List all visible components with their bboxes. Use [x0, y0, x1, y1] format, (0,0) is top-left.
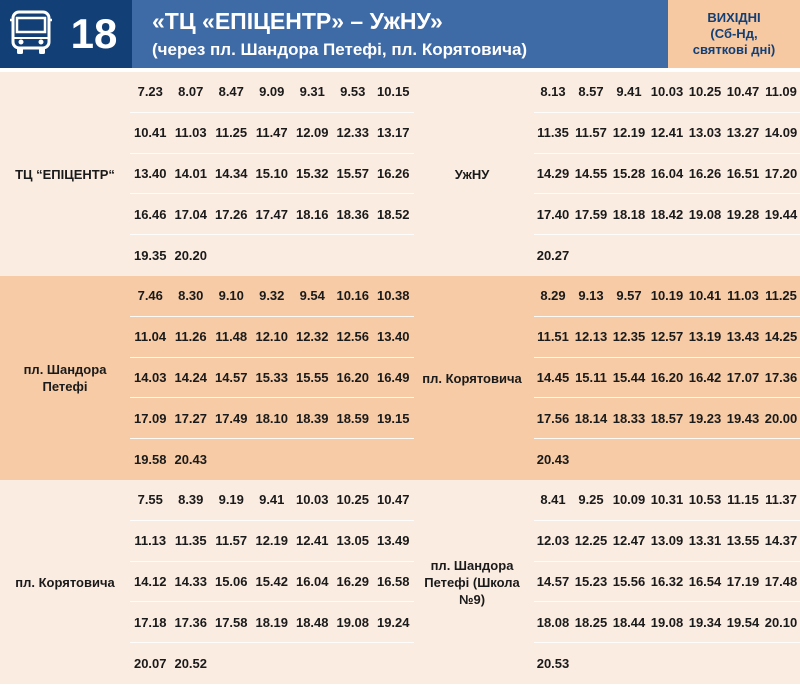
- departure-time: 7.23: [137, 84, 163, 100]
- departure-time: 16.54: [688, 573, 722, 589]
- departure-time: 13.17: [376, 125, 410, 141]
- departure-time: 15.28: [612, 165, 646, 181]
- departure-time: 15.10: [255, 165, 289, 181]
- time-row: [534, 72, 800, 113]
- time-row: [130, 235, 414, 276]
- departure-time: 11.48: [215, 329, 248, 345]
- departure-time: 19.43: [726, 410, 760, 426]
- departure-time: 19.28: [726, 206, 760, 222]
- departure-time: 18.44: [612, 614, 646, 630]
- departure-time: 10.19: [650, 288, 684, 304]
- return-stop-name: УжНУ: [454, 166, 490, 182]
- time-row: [534, 358, 800, 399]
- departure-time: 12.13: [574, 329, 608, 345]
- departure-stop-name: пл. Корятовича: [15, 574, 115, 590]
- time-row: [130, 398, 414, 439]
- departure-time: 17.27: [174, 410, 208, 426]
- schedule-section: [0, 72, 800, 276]
- departure-time: 10.03: [295, 492, 329, 508]
- departure-time: 8.47: [218, 84, 244, 100]
- departure-time: 9.09: [259, 84, 285, 100]
- departure-time: 13.19: [688, 329, 722, 345]
- departure-time: 13.09: [650, 533, 684, 549]
- departure-time: 19.08: [650, 614, 684, 630]
- departure-time: 11.15: [727, 492, 759, 508]
- time-row: [534, 643, 800, 684]
- departure-time: 18.10: [255, 410, 289, 426]
- departure-time: 9.32: [259, 288, 285, 304]
- departure-time: 17.18: [133, 614, 167, 630]
- time-row: [130, 194, 414, 235]
- departure-time: 15.57: [336, 165, 370, 181]
- departure-time: 15.33: [255, 369, 289, 385]
- departure-time: 20.00: [764, 410, 798, 426]
- departure-time: 10.47: [376, 492, 410, 508]
- schedule-section: [0, 480, 800, 684]
- departure-time: 13.31: [688, 533, 722, 549]
- departure-time: 12.09: [295, 125, 329, 141]
- departure-time: 8.41: [540, 492, 566, 508]
- departure-time: 19.08: [688, 206, 722, 222]
- time-row: [534, 113, 800, 154]
- departure-time: 11.04: [134, 329, 167, 345]
- departure-time: 20.07: [133, 656, 167, 672]
- departure-time: 11.13: [134, 533, 167, 549]
- days-badge: [668, 0, 800, 68]
- departure-time: 11.47: [255, 125, 288, 141]
- departure-time: 17.59: [574, 206, 608, 222]
- departure-time: 16.46: [133, 206, 167, 222]
- departure-time: 16.29: [336, 573, 370, 589]
- route-number: 18: [70, 10, 118, 57]
- departure-time: 16.04: [295, 573, 329, 589]
- departure-time: 15.42: [255, 573, 289, 589]
- departure-time: 18.48: [295, 614, 329, 630]
- departure-time: 13.05: [336, 533, 370, 549]
- departure-time: 15.32: [295, 165, 329, 181]
- departure-time: 11.35: [537, 125, 569, 141]
- departure-time: 12.41: [295, 533, 329, 549]
- departure-time: 10.41: [688, 288, 722, 304]
- departure-time: 10.09: [612, 492, 646, 508]
- departure-time: 11.03: [174, 125, 207, 141]
- departure-time: 14.12: [133, 573, 167, 589]
- departure-time: 14.29: [536, 165, 570, 181]
- departure-time: 19.58: [133, 452, 167, 468]
- time-row: [534, 235, 800, 276]
- departure-time: 12.10: [255, 329, 289, 345]
- departure-time: 18.08: [536, 614, 570, 630]
- departure-time: 11.51: [537, 329, 569, 345]
- time-row: [534, 480, 800, 521]
- departure-time: 8.30: [178, 288, 204, 304]
- departure-time: 18.19: [255, 614, 289, 630]
- departure-time: 19.15: [376, 410, 410, 426]
- departure-time: 10.15: [376, 84, 410, 100]
- departure-time: 18.52: [376, 206, 410, 222]
- departure-time: 14.34: [214, 165, 248, 181]
- time-row: [534, 194, 800, 235]
- departure-time: 9.54: [299, 288, 325, 304]
- departure-time: 10.38: [376, 288, 410, 304]
- time-row: [534, 562, 800, 603]
- time-row: [534, 439, 800, 480]
- days-detail-2: святкові дні): [692, 42, 776, 57]
- departure-time: 17.26: [214, 206, 248, 222]
- departure-time: 18.33: [612, 410, 646, 426]
- departure-time: 15.23: [574, 573, 608, 589]
- departure-time: 8.13: [540, 84, 566, 100]
- route-title: «ТЦ «ЕПІЦЕНТР» – УжНУ»: [152, 8, 443, 34]
- departure-time: 18.25: [574, 614, 608, 630]
- departure-time: 9.13: [578, 288, 604, 304]
- departure-time: 17.47: [255, 206, 289, 222]
- days-label: ВИХІДНІ: [707, 10, 761, 25]
- departure-time: 11.25: [215, 125, 248, 141]
- departure-time: 12.41: [650, 125, 684, 141]
- return-stop-name: пл. Шандора Петефі (Школа №9): [424, 557, 520, 607]
- departure-time: 7.55: [137, 492, 163, 508]
- left-times-grid: [130, 276, 414, 480]
- departure-time: 18.36: [336, 206, 370, 222]
- time-row: [130, 317, 414, 358]
- departure-time: 18.59: [336, 410, 370, 426]
- departure-time: 17.04: [174, 206, 208, 222]
- departure-time: 20.52: [174, 656, 208, 672]
- departure-time: 9.41: [259, 492, 285, 508]
- departure-time: 16.58: [376, 573, 410, 589]
- departure-time: 20.43: [536, 452, 570, 468]
- departure-time: 14.25: [764, 329, 798, 345]
- departure-time: 16.32: [650, 573, 684, 589]
- time-row: [130, 154, 414, 195]
- departure-time: 19.24: [376, 614, 410, 630]
- route-subtitle: (через пл. Шандора Петефі, пл. Корятовича): [152, 40, 528, 59]
- departure-time: 14.57: [214, 369, 248, 385]
- departure-time: 17.58: [214, 614, 248, 630]
- departure-time: 8.39: [178, 492, 204, 508]
- departure-time: 19.23: [688, 410, 722, 426]
- departure-time: 16.49: [376, 369, 410, 385]
- departure-time: 15.06: [214, 573, 248, 589]
- departure-time: 14.37: [764, 533, 798, 549]
- left-times-grid: [130, 72, 414, 276]
- departure-time: 14.24: [174, 369, 208, 385]
- time-row: [534, 521, 800, 562]
- departure-time: 18.18: [612, 206, 646, 222]
- departure-time: 14.01: [174, 165, 208, 181]
- departure-time: 17.07: [726, 369, 760, 385]
- departure-time: 15.55: [295, 369, 329, 385]
- left-times-grid: [130, 480, 414, 684]
- departure-time: 19.35: [133, 248, 167, 264]
- departure-time: 16.26: [376, 165, 410, 181]
- departure-time: 20.27: [536, 248, 570, 264]
- schedule-section: [0, 276, 800, 480]
- departure-time: 12.25: [574, 533, 608, 549]
- departure-time: 8.29: [540, 288, 566, 304]
- departure-time: 13.40: [133, 165, 167, 181]
- departure-time: 16.20: [650, 369, 684, 385]
- departure-time: 17.19: [726, 573, 760, 589]
- departure-time: 10.03: [650, 84, 684, 100]
- departure-time: 18.57: [650, 410, 684, 426]
- departure-time: 12.32: [295, 329, 329, 345]
- departure-time: 13.40: [376, 329, 410, 345]
- departure-time: 12.56: [336, 329, 370, 345]
- departure-time: 12.19: [612, 125, 646, 141]
- departure-time: 18.39: [295, 410, 329, 426]
- departure-time: 10.16: [336, 288, 370, 304]
- time-row: [130, 562, 414, 603]
- departure-time: 15.11: [575, 369, 607, 385]
- departure-time: 19.08: [336, 614, 370, 630]
- departure-time: 14.03: [133, 369, 167, 385]
- departure-stop-name: ТЦ “ЕПІЦЕНТР“: [15, 166, 115, 182]
- departure-time: 16.20: [336, 369, 370, 385]
- departure-time: 9.41: [616, 84, 642, 100]
- departure-time: 17.20: [764, 165, 798, 181]
- departure-time: 11.09: [765, 84, 797, 100]
- departure-time: 11.26: [174, 329, 207, 345]
- departure-time: 7.46: [137, 288, 163, 304]
- departure-time: 10.53: [688, 492, 722, 508]
- departure-time: 13.43: [726, 329, 760, 345]
- departure-time: 12.33: [336, 125, 370, 141]
- departure-time: 15.44: [612, 369, 646, 385]
- departure-time: 20.20: [174, 248, 208, 264]
- departure-time: 12.03: [536, 533, 570, 549]
- departure-time: 12.47: [612, 533, 646, 549]
- right-times-grid: [534, 72, 800, 276]
- departure-time: 13.55: [726, 533, 760, 549]
- departure-time: 12.35: [612, 329, 646, 345]
- right-times-grid: [534, 480, 800, 684]
- departure-time: 17.36: [174, 614, 208, 630]
- time-row: [130, 602, 414, 643]
- time-row: [534, 154, 800, 195]
- time-row: [534, 602, 800, 643]
- departure-time: 11.03: [727, 288, 759, 304]
- departure-time: 18.42: [650, 206, 684, 222]
- departure-time: 16.51: [726, 165, 760, 181]
- departure-time: 11.37: [765, 492, 797, 508]
- time-row: [534, 317, 800, 358]
- time-row: [130, 358, 414, 399]
- departure-time: 9.19: [218, 492, 244, 508]
- time-row: [130, 113, 414, 154]
- departure-time: 10.47: [726, 84, 760, 100]
- time-row: [130, 480, 414, 521]
- time-row: [130, 521, 414, 562]
- bus-icon: [10, 10, 52, 56]
- time-row: [130, 72, 414, 113]
- departure-time: 10.41: [133, 125, 167, 141]
- departure-time: 8.07: [178, 84, 204, 100]
- header: [0, 0, 800, 68]
- route-title-box: [132, 0, 668, 68]
- departure-time: 12.57: [650, 329, 684, 345]
- route-badge: [0, 0, 132, 68]
- departure-time: 10.25: [688, 84, 722, 100]
- time-row: [534, 276, 800, 317]
- departure-time: 14.33: [174, 573, 208, 589]
- time-row: [130, 276, 414, 317]
- departure-time: 14.45: [536, 369, 570, 385]
- time-row: [130, 643, 414, 684]
- departure-time: 11.35: [174, 533, 207, 549]
- departure-time: 20.53: [536, 656, 570, 672]
- departure-stop-name: пл. Шандора Петефі: [23, 362, 107, 394]
- departure-time: 16.42: [688, 369, 722, 385]
- departure-time: 14.09: [764, 125, 798, 141]
- departure-time: 19.34: [688, 614, 722, 630]
- departure-time: 17.36: [764, 369, 798, 385]
- departure-time: 8.57: [578, 84, 604, 100]
- departure-time: 16.04: [650, 165, 684, 181]
- departure-time: 16.26: [688, 165, 722, 181]
- departure-time: 17.56: [536, 410, 570, 426]
- departure-time: 15.56: [612, 573, 646, 589]
- days-detail-1: (Сб-Нд,: [710, 26, 758, 41]
- departure-time: 18.16: [295, 206, 329, 222]
- time-row: [130, 439, 414, 480]
- departure-time: 9.25: [578, 492, 604, 508]
- departure-time: 11.57: [215, 533, 248, 549]
- departure-time: 19.54: [726, 614, 760, 630]
- departure-time: 14.55: [574, 165, 608, 181]
- departure-time: 11.25: [765, 288, 797, 304]
- departure-time: 9.31: [299, 84, 325, 100]
- departure-time: 13.27: [726, 125, 760, 141]
- departure-time: 11.57: [575, 125, 607, 141]
- departure-time: 13.03: [688, 125, 722, 141]
- departure-time: 10.31: [650, 492, 684, 508]
- departure-time: 9.10: [218, 288, 244, 304]
- departure-time: 10.25: [336, 492, 370, 508]
- departure-time: 17.09: [133, 410, 167, 426]
- departure-time: 9.53: [340, 84, 366, 100]
- departure-time: 9.57: [616, 288, 642, 304]
- right-times-grid: [534, 276, 800, 480]
- departure-time: 19.44: [764, 206, 798, 222]
- departure-time: 17.40: [536, 206, 570, 222]
- departure-time: 20.43: [174, 452, 208, 468]
- departure-time: 20.10: [764, 614, 798, 630]
- departure-time: 18.14: [574, 410, 608, 426]
- departure-time: 12.19: [255, 533, 289, 549]
- return-stop-name: пл. Корятовича: [422, 370, 522, 386]
- departure-time: 17.49: [214, 410, 248, 426]
- time-row: [534, 398, 800, 439]
- departure-time: 17.48: [764, 573, 798, 589]
- departure-time: 14.57: [536, 573, 570, 589]
- departure-time: 13.49: [376, 533, 410, 549]
